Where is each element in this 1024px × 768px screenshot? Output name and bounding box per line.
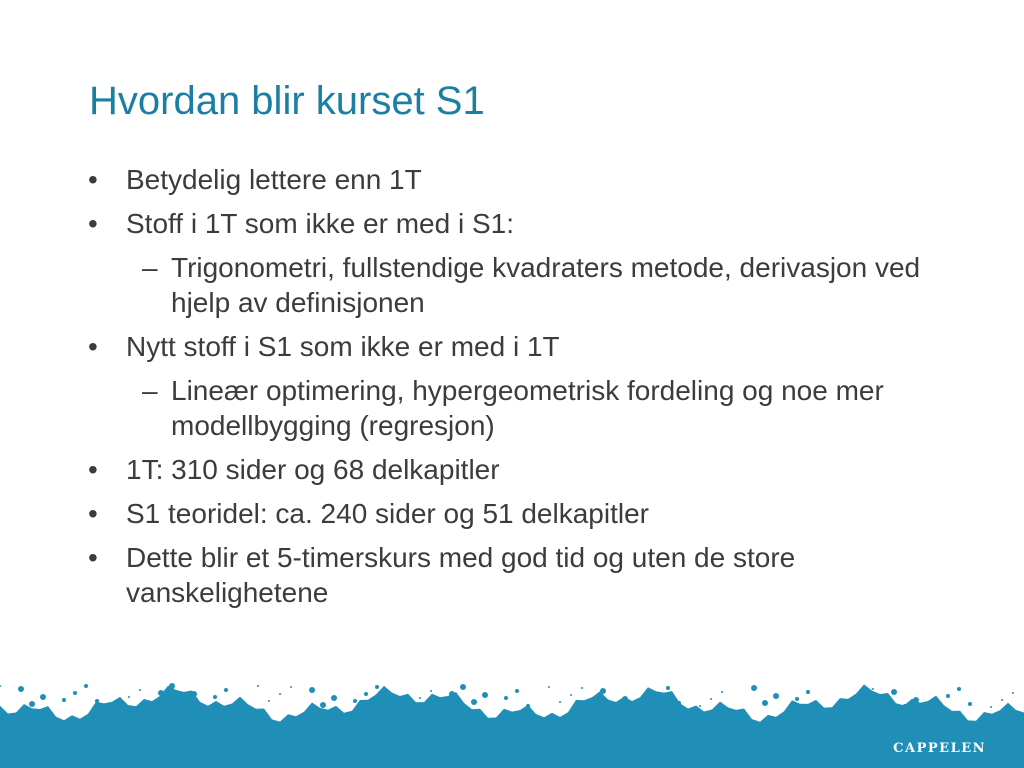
wave-splash-dot <box>62 698 66 702</box>
wave-splash-dot <box>806 690 810 694</box>
wave-splash-dot <box>850 702 852 704</box>
wave-splash-dot <box>526 704 530 708</box>
wave-splash-dot <box>600 688 606 694</box>
wave-splash-dot <box>18 686 24 692</box>
dash-marker: – <box>142 252 158 283</box>
wave-splash-dot <box>622 696 628 702</box>
bullet-marker: • <box>88 164 98 195</box>
wave-splash-dot <box>515 689 519 693</box>
wave-splash-dot <box>581 687 583 689</box>
wave-splash-dot <box>946 694 950 698</box>
wave-splash-dot <box>169 683 175 689</box>
wave-splash-dot <box>408 704 410 706</box>
wave-splash-dot <box>460 684 466 690</box>
bullet-text: Stoff i 1T som ikke er med i S1: <box>126 208 515 239</box>
wave-splash-dot <box>1012 692 1014 694</box>
footer-wave-decoration <box>0 672 1024 768</box>
bullet-text: 1T: 310 sider og 68 delkapitler <box>126 454 500 485</box>
wave-splash-dot <box>309 687 315 693</box>
wave-splash-dot <box>559 701 561 703</box>
wave-splash-dot <box>257 685 259 687</box>
wave-splash-dot <box>699 705 701 707</box>
bullet-text: Betydelig lettere enn 1T <box>126 164 422 195</box>
sub-bullet-text: Lineær optimering, hypergeometrisk fordeling og noe mer modellbygging (regresjon) <box>171 375 884 441</box>
bullet-text: Nytt stoff i S1 som ikke er med i 1T <box>126 331 560 362</box>
wave-splash-dot <box>751 685 757 691</box>
wave-splash-dot <box>913 697 919 703</box>
wave-splash-dot <box>902 704 908 710</box>
wave-splash-dot <box>710 698 712 700</box>
wave-splash-dot <box>721 691 723 693</box>
wave-splash-dot <box>471 699 477 705</box>
wave-splash-dot <box>128 696 130 698</box>
wave-splash-dot <box>73 691 77 695</box>
wave-splash-dot <box>224 688 228 692</box>
wave-splash-dot <box>861 695 863 697</box>
wave-splash-dot <box>872 688 874 690</box>
bullet-marker: • <box>88 208 98 239</box>
wave-splash-dot <box>419 697 421 699</box>
wave-splash-dot <box>548 686 550 688</box>
bullet-marker: • <box>88 331 98 362</box>
wave-splash-dot <box>968 702 972 706</box>
bullet-item <box>85 206 945 241</box>
wave-splash-dot <box>430 690 432 692</box>
sub-bullet-text: Trigonometri, fullstendige kvadraters metode, derivasjon ved hjelp av definisjonen <box>171 252 921 318</box>
bullet-text: S1 teoridel: ca. 240 sider og 51 delkapitler <box>126 498 649 529</box>
bullet-item <box>85 540 945 610</box>
wave-splash-dot <box>990 706 992 708</box>
wave-splash-dot <box>795 697 799 701</box>
wave-splash-dot <box>504 696 508 700</box>
bullet-item <box>85 329 945 364</box>
wave-splash-dot <box>386 700 390 704</box>
wave-band <box>0 684 1024 768</box>
wave-splash-dot <box>891 689 897 695</box>
wave-splash-dot <box>375 685 379 689</box>
wave-splash-dot <box>449 691 455 697</box>
wave-splash-dot <box>268 700 270 702</box>
wave-splash-dot <box>84 684 88 688</box>
wave-splash-dot <box>570 694 572 696</box>
bullet-list <box>85 162 945 619</box>
bullet-marker: • <box>88 542 98 573</box>
cappelen-logo: CAPPELEN <box>893 741 986 756</box>
bullet-item <box>85 496 945 531</box>
wave-splash-dot <box>279 693 281 695</box>
wave-splash-dot <box>762 700 768 706</box>
wave-splash-dot <box>482 692 488 698</box>
wave-splash-dot <box>1001 699 1003 701</box>
wave-splash-dot <box>655 693 659 697</box>
bullet-marker: • <box>88 498 98 529</box>
wave-splash-dot <box>235 703 239 707</box>
wave-splash-dot <box>957 687 961 691</box>
wave-splash-dot <box>158 690 164 696</box>
bullet-text: Dette blir et 5-timerskurs med god tid og uten de store vanskelighetene <box>126 542 796 608</box>
wave-splash-dot <box>364 692 368 696</box>
bullet-item <box>85 162 945 197</box>
wave-splash-dot <box>331 695 337 701</box>
wave-splash-dot <box>320 702 326 708</box>
wave-splash-dot <box>40 694 46 700</box>
wave-splash-dot <box>290 686 292 688</box>
wave-splash-dot <box>817 705 821 709</box>
wave-splash-dot <box>139 689 141 691</box>
wave-splash-dot <box>677 701 681 705</box>
sub-bullet-item <box>85 250 945 320</box>
dash-marker: – <box>142 375 158 406</box>
wave-splash-dot <box>773 693 779 699</box>
wave-splash-dot <box>666 686 670 690</box>
wave-splash-dot <box>0 685 1 687</box>
bullet-marker: • <box>88 454 98 485</box>
wave-splash-dot <box>191 691 197 697</box>
bullet-item <box>85 452 945 487</box>
slide-title: Hvordan blir kurset S1 <box>89 79 485 123</box>
sub-bullet-item <box>85 373 945 443</box>
wave-splash-dot <box>213 695 217 699</box>
wave-splash-dot <box>180 698 186 704</box>
wave-splash-dot <box>95 699 99 703</box>
wave-splash-dot <box>353 699 357 703</box>
wave-splash-dot <box>117 703 119 705</box>
wave-splash-dot <box>611 703 617 709</box>
wave-splash-dot <box>29 701 35 707</box>
